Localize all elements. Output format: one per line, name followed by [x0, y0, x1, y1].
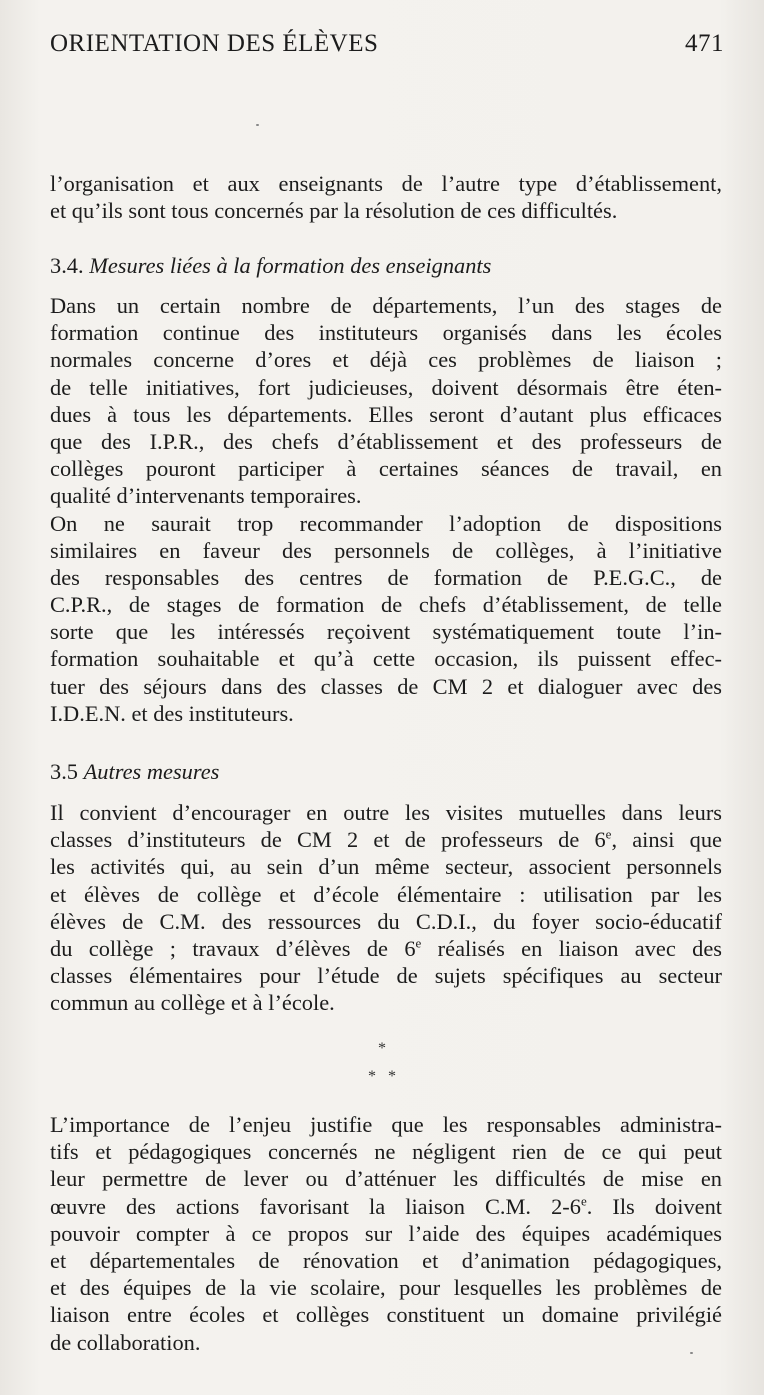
text-segment: élèves de C.M. des ressources du C.D.I., du foyer socio-éducatif	[50, 908, 722, 934]
text-segment: de collaboration.	[50, 1329, 201, 1355]
text-line: formation continue des instituteurs organisés dans les écoles	[50, 320, 722, 346]
superscript: e	[415, 935, 422, 951]
text-line: des responsables des centres de formation de P.E.G.C., de	[50, 564, 722, 590]
text-segment: , ainsi que	[611, 827, 722, 853]
text-line	[50, 853, 722, 880]
section-number: 3.4.	[50, 253, 84, 278]
text-segment: classes d’instituteurs de CM 2 et de professeurs de 6	[50, 827, 606, 853]
section-title: Autres mesures	[83, 759, 220, 784]
text-line	[50, 1111, 722, 1138]
separator-stars-bottom	[0, 1068, 764, 1086]
text-segment: leur permettre de lever ou d’atténuer les difficultés de mise en	[50, 1166, 722, 1192]
separator-star-top: *	[378, 1040, 386, 1057]
text-line: sorte que les intéressés reçoivent systématiquement toute l’in-	[50, 619, 722, 645]
text-line: I.D.E.N. et des instituteurs.	[50, 700, 294, 726]
text-line	[50, 1193, 722, 1220]
text-segment: du collège ; travaux d’élèves de 6	[50, 935, 416, 961]
text-line: C.P.R., de stages de formation de chefs d’établissement, de telle	[50, 592, 722, 618]
text-line: que des I.P.R., des chefs d’établissement et des professeurs de	[50, 428, 722, 454]
section-3-4-body	[50, 292, 722, 727]
text-segment: et départementales de rénovation et d’animation pédagogiques,	[50, 1247, 722, 1273]
text-segment: tifs et pédagogiques concernés ne négligent rien de ce qui peut	[50, 1139, 722, 1165]
text-line	[50, 881, 722, 908]
section-heading-3-4	[50, 253, 491, 279]
section-heading-3-5	[50, 759, 219, 785]
text-line: Dans un certain nombre de départements, l’un des stages de	[50, 293, 722, 318]
superscript: e	[605, 826, 612, 842]
text-line	[50, 1274, 722, 1301]
text-line: de telle initiatives, fort judicieuses, doivent désormais être éten-	[50, 374, 722, 400]
text-segment: Il convient d’encourager en outre les visites mutuelles dans leurs	[50, 800, 722, 825]
text-segment: les activités qui, au sein d’un même secteur, associent personnels	[50, 854, 722, 880]
print-speck	[690, 1352, 693, 1354]
running-title: ORIENTATION DES ÉLÈVES	[50, 30, 379, 57]
text-line: formation souhaitable et qu’à cette occasion, ils puissent effec-	[50, 646, 722, 672]
section-number: 3.5	[50, 759, 78, 784]
text-line	[50, 1138, 722, 1165]
text-segment: commun au collège et à l’école.	[50, 990, 335, 1016]
text-segment: classes élémentaires pour l’étude de sujets spécifiques au secteur	[50, 963, 722, 989]
page-header	[50, 30, 724, 64]
text-line	[50, 1247, 722, 1274]
section-title: Mesures liées à la formation des enseignants	[89, 253, 492, 278]
section-3-5-body	[50, 799, 722, 1017]
text-line	[50, 908, 722, 935]
print-speck	[256, 124, 259, 126]
text-segment: liaison entre écoles et collèges constituent un domaine privilégié	[50, 1302, 722, 1328]
page-number: 471	[685, 30, 724, 57]
text-line	[50, 799, 722, 826]
text-line	[50, 1220, 722, 1247]
text-line: et qu’ils sont tous concernés par la résolution de ces difficultés.	[50, 198, 618, 224]
separator-star-pair: * *	[368, 1068, 396, 1085]
text-line: On ne saurait trop recommander l’adoption de dispositions	[50, 510, 722, 536]
text-segment: œuvre des actions favorisant la liaison C.M. 2-6	[50, 1193, 581, 1219]
text-segment: L’importance de l’enjeu justifie que les responsables administra-	[50, 1112, 722, 1137]
text-line	[50, 1301, 722, 1328]
text-line: similaires en faveur des personnels de collèges, à l’initiative	[50, 537, 722, 563]
text-segment: et élèves de collège et d’école élémentaire : utilisation par les	[50, 881, 722, 907]
superscript: e	[580, 1193, 587, 1209]
text-line	[50, 1165, 722, 1192]
text-line	[50, 1329, 722, 1356]
text-line: tuer des séjours dans des classes de CM 2 et dialoguer avec des	[50, 673, 722, 699]
text-line: qualité d’intervenants temporaires.	[50, 483, 362, 509]
text-line	[50, 962, 722, 989]
text-segment: réalisés en liaison avec des	[421, 935, 722, 961]
text-line	[50, 826, 722, 853]
text-line: l’organisation et aux enseignants de l’autre type d’établissement,	[50, 171, 722, 196]
text-line: dues à tous les départements. Elles seront d’autant plus efficaces	[50, 401, 722, 427]
text-line: collèges pouront participer à certaines séances de travail, en	[50, 456, 722, 482]
intro-paragraph	[50, 170, 722, 224]
text-line	[50, 989, 722, 1016]
text-segment: et des équipes de la vie scolaire, pour lesquelles les problèmes de	[50, 1275, 722, 1301]
text-line	[50, 935, 722, 962]
conclusion-body	[50, 1111, 722, 1356]
text-segment: pouvoir compter à ce propos sur l’aide des équipes académiques	[50, 1220, 722, 1246]
text-line: normales concerne d’ores et déjà ces problèmes de liaison ;	[50, 347, 722, 373]
text-segment: . Ils doivent	[586, 1193, 722, 1219]
